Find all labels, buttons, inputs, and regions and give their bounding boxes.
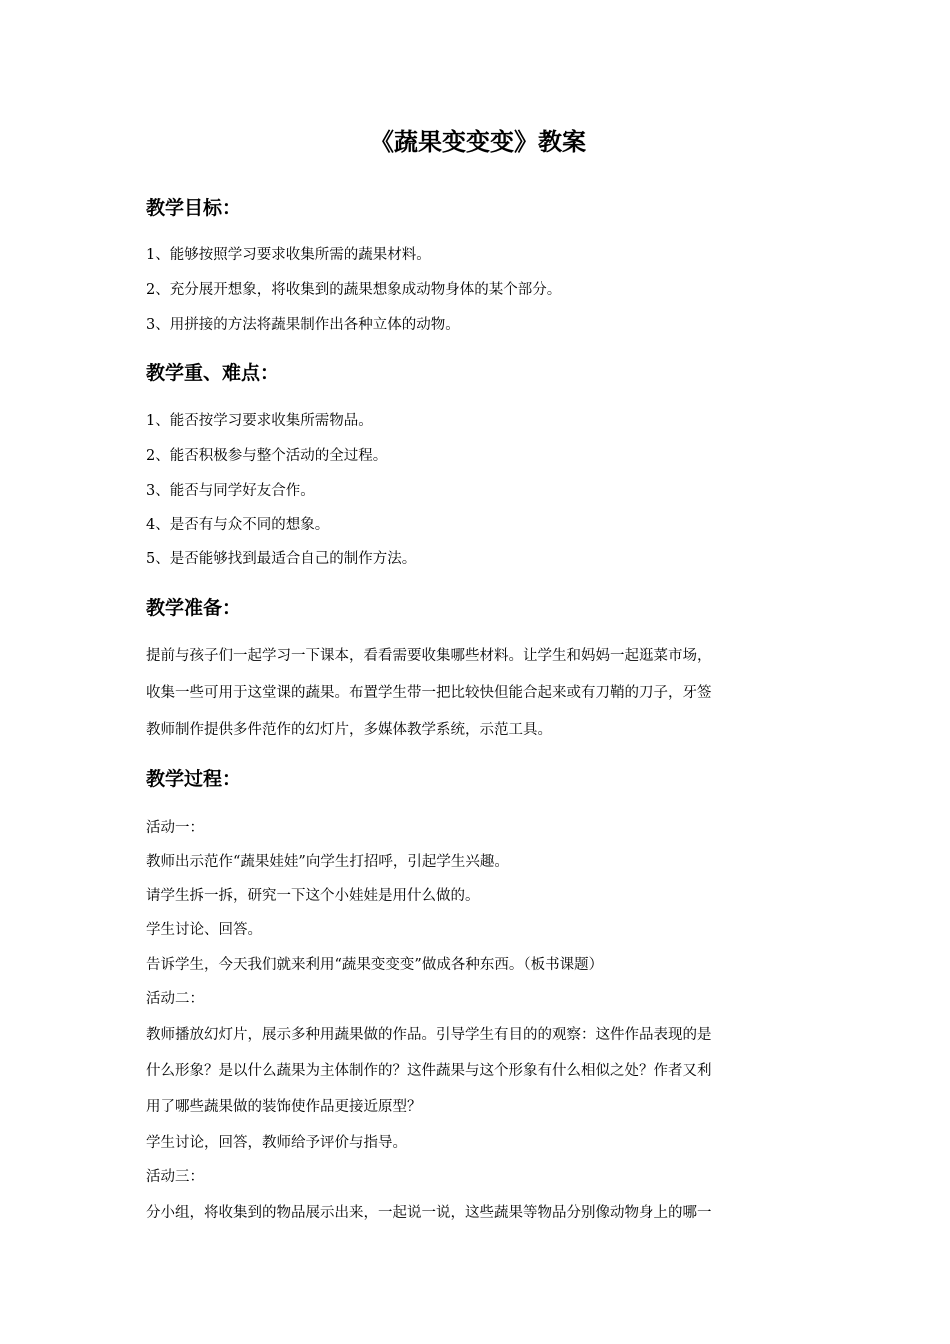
activity2-line: 什么形象？是以什么蔬果为主体制作的？这件蔬果与这个形象有什么相似之处？作者又利 [146, 1063, 712, 1079]
key-point-item: 3、能否与同学好友合作。 [146, 483, 315, 499]
process-line: 活动三： [146, 1169, 204, 1185]
process-line: 请学生拆一拆，研究一下这个小娃娃是用什么做的。 [146, 888, 480, 904]
key-points-heading: 教学重、难点： [146, 362, 280, 384]
activity3-line: 分小组，将收集到的物品展示出来，一起说一说，这些蔬果等物品分别像动物身上的哪一 [146, 1205, 712, 1221]
process-line: 告诉学生，今天我们就来利用“蔬果变变变”做成各种东西。（板书课题） [146, 957, 604, 973]
process-line: 学生讨论、回答。 [146, 922, 262, 938]
objective-item: 3、用拼接的方法将蔬果制作出各种立体的动物。 [146, 317, 460, 333]
process-line: 教师出示范作“蔬果娃娃”向学生打招呼，引起学生兴趣。 [146, 854, 509, 870]
preparation-heading: 教学准备： [146, 597, 242, 619]
preparation-line: 教师制作提供多件范作的幻灯片，多媒体教学系统，示范工具。 [146, 722, 552, 738]
objective-item: 2、充分展开想象，将收集到的蔬果想象成动物身体的某个部分。 [146, 282, 562, 298]
objectives-heading: 教学目标： [146, 197, 242, 219]
preparation-line: 提前与孩子们一起学习一下课本，看看需要收集哪些材料。让学生和妈妈一起逛菜市场， [146, 648, 712, 664]
document-title: 《蔬果变变变》教案 [370, 128, 586, 156]
objective-item: 1、能够按照学习要求收集所需的蔬果材料。 [146, 247, 431, 263]
process-line: 活动二： [146, 991, 204, 1007]
process-heading: 教学过程： [146, 768, 242, 790]
process-line: 学生讨论，回答，教师给予评价与指导。 [146, 1135, 407, 1151]
key-point-item: 4、是否有与众不同的想象。 [146, 517, 330, 533]
preparation-line: 收集一些可用于这堂课的蔬果。布置学生带一把比较快但能合起来或有刀鞘的刀子，牙签 [146, 685, 712, 701]
key-point-item: 1、能否按学习要求收集所需物品。 [146, 413, 373, 429]
process-line: 活动一： [146, 820, 204, 836]
key-point-item: 2、能否积极参与整个活动的全过程。 [146, 448, 388, 464]
activity2-line: 用了哪些蔬果做的装饰使作品更接近原型？ [146, 1099, 422, 1115]
key-point-item: 5、是否能够找到最适合自己的制作方法。 [146, 551, 417, 567]
activity2-line: 教师播放幻灯片，展示多种用蔬果做的作品。引导学生有目的的观察：这件作品表现的是 [146, 1027, 712, 1043]
